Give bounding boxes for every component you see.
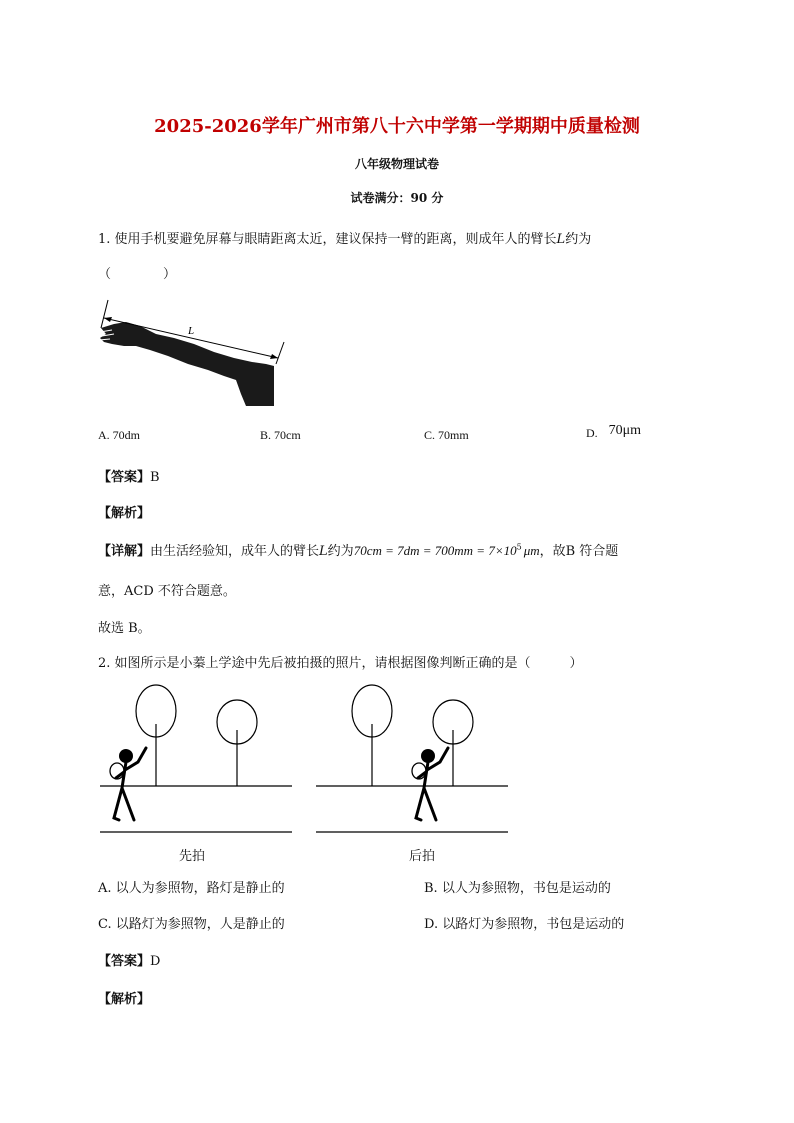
q1-stem-line1 — [98, 228, 591, 247]
q1-detail-math: 70cm = 7dm = 700mm = 7×10 — [353, 543, 517, 558]
caption-first-photo: 先拍 — [179, 849, 206, 864]
q2-answer — [98, 950, 160, 969]
q1-option-c[interactable]: C. 70mm — [424, 428, 469, 442]
caption-second-photo: 后拍 — [409, 849, 436, 864]
q1-detail-pre: 由生活经验知，成年人的臂长 — [150, 544, 320, 559]
q1-analysis-tag: 【解析】 — [98, 506, 151, 521]
q2-option-b[interactable]: B. 以人为参照物，书包是运动的 — [424, 881, 611, 896]
q1-option-d[interactable] — [586, 423, 642, 442]
scene-second-photo — [314, 682, 510, 837]
q2-option-a[interactable]: A. 以人为参照物，路灯是静止的 — [98, 881, 285, 896]
q1-detail-post: ，故B 符合题 — [539, 544, 619, 559]
q1-answer-tag: 【答案】 — [98, 470, 151, 485]
arm-silhouette — [100, 322, 274, 406]
q1-stem-tail: 约为 — [565, 232, 592, 247]
stick-figure-person — [412, 748, 448, 820]
arrowhead-right — [270, 354, 278, 359]
q2-option-d[interactable]: D. 以路灯为参照物，书包是运动的 — [424, 917, 625, 932]
q1-option-a[interactable]: A. 70dm — [98, 428, 140, 442]
arrowhead-left — [104, 317, 112, 322]
right-boundary-line — [276, 342, 284, 364]
q1-answer — [98, 466, 160, 485]
q1-detail-mid: 约为 — [327, 544, 354, 559]
q1-detail-var: L — [319, 544, 328, 559]
q2-stem: 2. 如图所示是小蓁上学途中先后被拍摄的照片，请根据图像判断正确的是（ ） — [98, 656, 583, 671]
q2-option-c[interactable]: C. 以路灯为参照物，人是静止的 — [98, 917, 285, 932]
left-boundary-line — [101, 300, 108, 328]
q1-stem-text: 1. 使用手机要避免屏幕与眼睛距离太近，建议保持一臂的距离，则成年人的臂长 — [98, 232, 557, 247]
arm-figure — [96, 298, 286, 410]
q1-option-d-value: 70μm — [608, 423, 642, 438]
q1-conclusion: 故选 B。 — [98, 621, 151, 636]
document-subtitle: 八年级物理试卷 — [354, 157, 439, 171]
length-label: L — [188, 325, 195, 337]
q1-option-d-prefix: D. — [586, 426, 598, 440]
q1-option-b[interactable]: B. 70cm — [260, 428, 301, 442]
document-title: 2025-2026学年广州市第八十六中学第一学期期中质量检测 — [154, 116, 640, 137]
q1-detail-exp: 5 — [516, 542, 522, 552]
q1-answer-value: B — [150, 470, 160, 485]
q2-answer-value: D — [150, 954, 161, 969]
q1-stem-line2: （ ） — [98, 267, 177, 282]
q1-stem-var: L — [556, 232, 566, 247]
q2-analysis-tag: 【解析】 — [98, 992, 151, 1007]
scene-first-photo — [98, 682, 294, 837]
stick-figure-person — [110, 748, 146, 820]
q2-answer-tag: 【答案】 — [98, 954, 151, 969]
full-score: 试卷满分：90 分 — [350, 191, 444, 205]
q1-detail-unit: μm — [523, 543, 540, 558]
q1-detail-line1 — [98, 540, 618, 559]
q1-detail-line2: 意，ACD 不符合题意。 — [98, 584, 236, 599]
q1-detail-tag: 【详解】 — [98, 544, 151, 559]
